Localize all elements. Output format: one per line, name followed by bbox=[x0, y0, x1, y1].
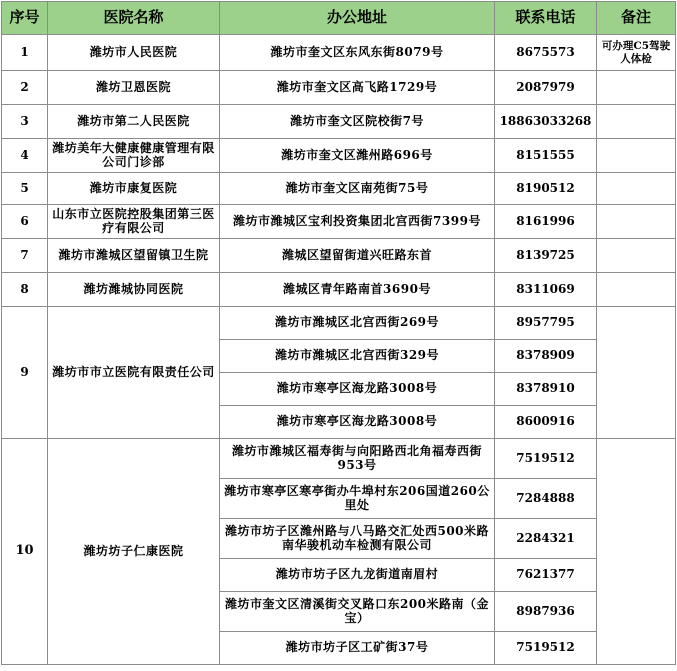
note bbox=[597, 173, 676, 205]
hospital-name: 潍坊坊子仁康医院 bbox=[48, 439, 220, 665]
table-row bbox=[2, 105, 676, 139]
hospital-name: 潍坊市第二人民医院 bbox=[48, 105, 220, 139]
row-no: 5 bbox=[2, 173, 48, 205]
address: 潍坊市潍城区福寿街与向阳路西北角福寿西街953号 bbox=[220, 439, 495, 479]
address: 潍坊市寒亭区海龙路3008号 bbox=[220, 406, 495, 439]
phone: 7519512 bbox=[495, 439, 597, 479]
phone: 8151555 bbox=[495, 139, 597, 173]
header-phone: 联系电话 bbox=[495, 2, 597, 35]
header-no: 序号 bbox=[2, 2, 48, 35]
table-row bbox=[2, 173, 676, 205]
note bbox=[597, 205, 676, 239]
address: 潍坊市寒亭区寒亭街办牛埠村东206国道260公里处 bbox=[220, 479, 495, 519]
note bbox=[597, 439, 676, 665]
hospital-name: 潍坊市潍城区望留镇卫生院 bbox=[48, 239, 220, 273]
hospital-name: 潍坊市康复医院 bbox=[48, 173, 220, 205]
row-no: 2 bbox=[2, 71, 48, 105]
note: 可办理C5驾驶人体检 bbox=[597, 35, 676, 71]
table-row bbox=[2, 307, 676, 340]
phone: 8957795 bbox=[495, 307, 597, 340]
address: 潍坊市寒亭区海龙路3008号 bbox=[220, 373, 495, 406]
table-row bbox=[2, 439, 676, 479]
table-row bbox=[2, 239, 676, 273]
note bbox=[597, 307, 676, 439]
hospital-name: 潍坊卫恩医院 bbox=[48, 71, 220, 105]
address: 潍坊市坊子区工矿街37号 bbox=[220, 632, 495, 665]
note bbox=[597, 105, 676, 139]
phone: 8378910 bbox=[495, 373, 597, 406]
phone: 7284888 bbox=[495, 479, 597, 519]
row-no: 9 bbox=[2, 307, 48, 439]
phone: 8139725 bbox=[495, 239, 597, 273]
address: 潍坊市坊子区潍州路与八马路交汇处西500米路南华骏机动车检测有限公司 bbox=[220, 519, 495, 559]
phone: 7621377 bbox=[495, 559, 597, 592]
header-name: 医院名称 bbox=[48, 2, 220, 35]
phone: 2284321 bbox=[495, 519, 597, 559]
table-row bbox=[2, 205, 676, 239]
phone: 7519512 bbox=[495, 632, 597, 665]
table-row bbox=[2, 273, 676, 307]
row-no: 10 bbox=[2, 439, 48, 665]
header-address: 办公地址 bbox=[220, 2, 495, 35]
address: 潍坊市奎文区南苑街75号 bbox=[220, 173, 495, 205]
phone: 8987936 bbox=[495, 592, 597, 632]
address: 潍坊市潍城区北宫西街329号 bbox=[220, 340, 495, 373]
phone: 18863033268 bbox=[495, 105, 597, 139]
phone: 8600916 bbox=[495, 406, 597, 439]
header-row bbox=[2, 2, 676, 35]
address: 潍城区青年路南首3690号 bbox=[220, 273, 495, 307]
row-no: 8 bbox=[2, 273, 48, 307]
table-row bbox=[2, 35, 676, 71]
address: 潍坊市坊子区九龙街道南眉村 bbox=[220, 559, 495, 592]
note bbox=[597, 71, 676, 105]
note bbox=[597, 273, 676, 307]
table-row bbox=[2, 139, 676, 173]
phone: 2087979 bbox=[495, 71, 597, 105]
row-no: 6 bbox=[2, 205, 48, 239]
address: 潍坊市奎文区清溪街交叉路口东200米路南（金宝） bbox=[220, 592, 495, 632]
hospital-name: 潍坊潍城协同医院 bbox=[48, 273, 220, 307]
row-no: 3 bbox=[2, 105, 48, 139]
row-no: 4 bbox=[2, 139, 48, 173]
address: 潍城区望留街道兴旺路东首 bbox=[220, 239, 495, 273]
address: 潍坊市奎文区高飞路1729号 bbox=[220, 71, 495, 105]
table-row bbox=[2, 71, 676, 105]
hospital-table bbox=[1, 1, 676, 665]
address: 潍坊市潍城区宝利投资集团北宫西街7399号 bbox=[220, 205, 495, 239]
phone: 8311069 bbox=[495, 273, 597, 307]
address: 潍坊市潍城区北宫西街269号 bbox=[220, 307, 495, 340]
phone: 8378909 bbox=[495, 340, 597, 373]
row-no: 7 bbox=[2, 239, 48, 273]
hospital-name: 潍坊市市立医院有限责任公司 bbox=[48, 307, 220, 439]
phone: 8190512 bbox=[495, 173, 597, 205]
address: 潍坊市奎文区院校街7号 bbox=[220, 105, 495, 139]
note bbox=[597, 139, 676, 173]
hospital-name: 山东市立医院控股集团第三医疗有限公司 bbox=[48, 205, 220, 239]
header-note: 备注 bbox=[597, 2, 676, 35]
phone: 8675573 bbox=[495, 35, 597, 71]
hospital-name: 潍坊市人民医院 bbox=[48, 35, 220, 71]
address: 潍坊市奎文区潍州路696号 bbox=[220, 139, 495, 173]
row-no: 1 bbox=[2, 35, 48, 71]
hospital-name: 潍坊美年大健康健康管理有限公司门诊部 bbox=[48, 139, 220, 173]
phone: 8161996 bbox=[495, 205, 597, 239]
note bbox=[597, 239, 676, 273]
address: 潍坊市奎文区东风东街8079号 bbox=[220, 35, 495, 71]
